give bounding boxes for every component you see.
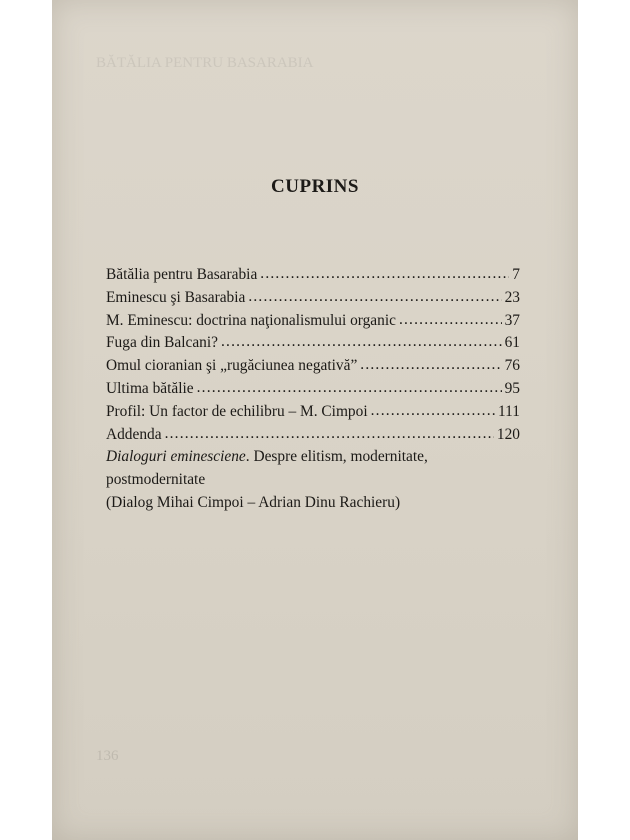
toc-entry-2: Eminescu şi Basarabia ..... 23 bbox=[106, 289, 520, 312]
addenda-line-1: Dialoguri eminesciene. Despre elitism, modernitate, bbox=[106, 448, 428, 466]
toc-entry-4: Fuga din Balcani? ..... 61 bbox=[106, 334, 520, 357]
leader-dots bbox=[221, 333, 502, 351]
addenda-line-2: postmodernitate bbox=[106, 471, 206, 489]
leader-dots bbox=[399, 311, 502, 329]
leader-dots bbox=[248, 288, 501, 306]
toc-entry-1: Bătălia pentru Basarabia ..... 7 bbox=[106, 266, 520, 289]
bleed-through-header: BĂTĂLIA PENTRU BASARABIA bbox=[96, 55, 314, 71]
leader-dots bbox=[371, 402, 495, 420]
bleed-through-page-number: 136 bbox=[96, 748, 119, 764]
toc-entry-3: M. Eminescu: doctrina naţionalismului organic ..... 37 bbox=[106, 312, 520, 335]
leader-dots bbox=[360, 356, 501, 374]
leader-dots bbox=[197, 379, 502, 397]
toc-entry-5: Omul cioranian şi „rugăciunea negativă” ..... 76 bbox=[106, 357, 520, 380]
table-of-contents bbox=[106, 266, 520, 517]
page-title: CUPRINS bbox=[271, 176, 359, 197]
addenda-line-3: (Dialog Mihai Cimpoi – Adrian Dinu Rachieru) bbox=[106, 493, 401, 511]
toc-entry-6: Ultima bătălie ..... 95 bbox=[106, 380, 520, 403]
leader-dots bbox=[165, 425, 494, 443]
leader-dots bbox=[260, 265, 509, 283]
toc-entry-7: Profil: Un factor de echilibru – M. Cimpoi ..... 111 bbox=[106, 403, 520, 426]
book-page bbox=[52, 0, 578, 840]
toc-entry-8: Addenda ..... 120 bbox=[106, 426, 520, 449]
